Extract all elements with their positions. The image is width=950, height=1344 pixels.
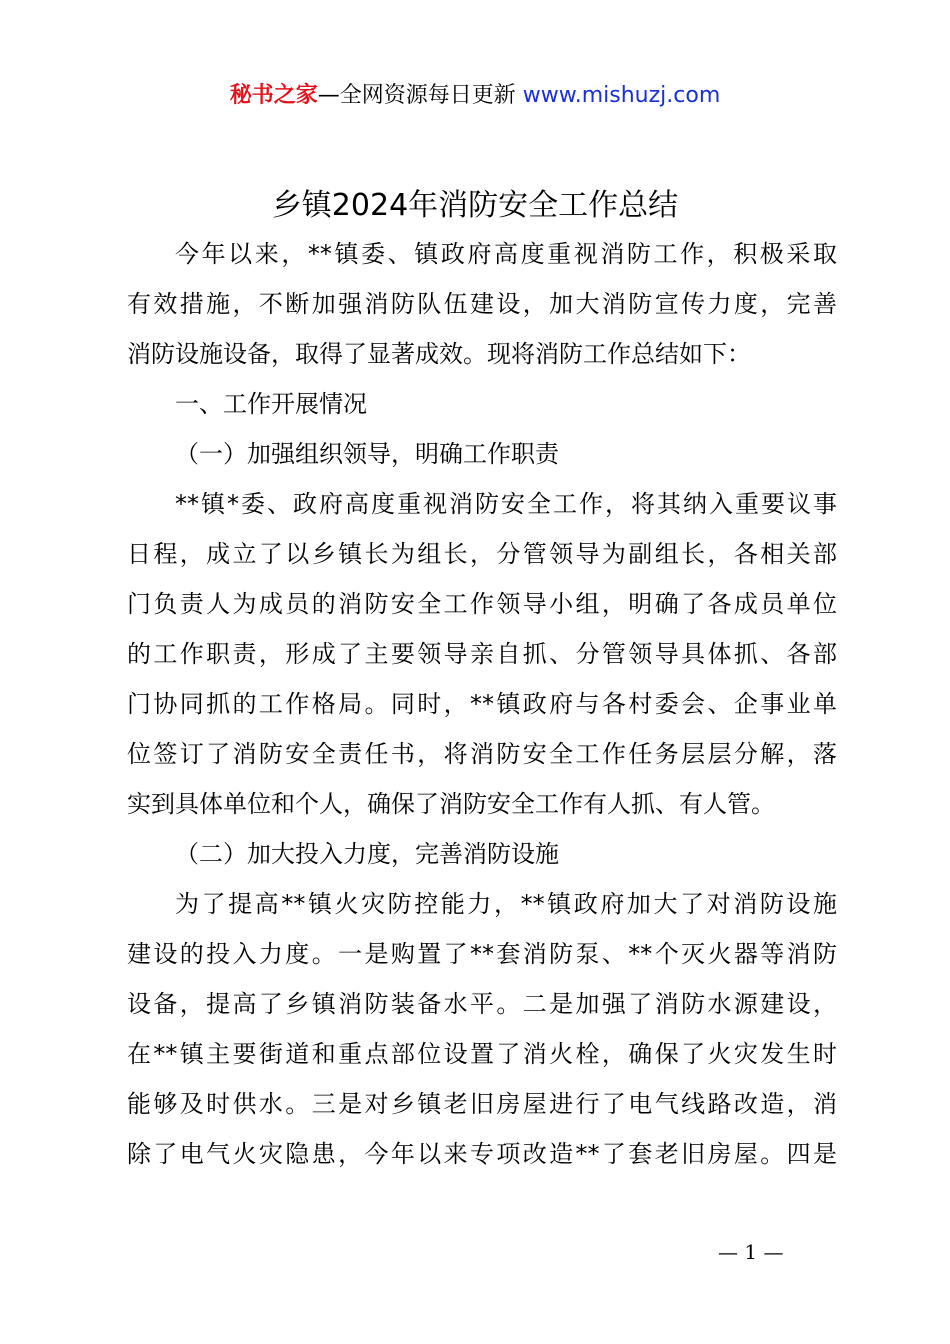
paragraph-line: 有效措施，不断加强消防队伍建设，加大消防宣传力度，完善 [127,290,837,318]
site-url-link[interactable]: www.mishuzj.com [522,83,721,108]
paragraph-line: 能够及时供水。三是对乡镇老旧房屋进行了电气线路改造，消 [127,1090,837,1118]
paragraph-line: 门协同抓的工作格局。同时，**镇政府与各村委会、企事业单 [127,690,837,718]
section-heading: 一、工作开展情况 [175,390,367,418]
paragraph-line: 门负责人为成员的消防安全工作领导小组，明确了各成员单位 [127,590,837,618]
document-body [127,229,837,1179]
paragraph-line: 除了电气火灾隐患，今年以来专项改造**了套老旧房屋。四是 [127,1140,837,1168]
paragraph-line: 实到具体单位和个人，确保了消防安全工作有人抓、有人管。 [127,790,775,818]
document-title: 乡镇2024年消防安全工作总结 [271,188,679,223]
paragraph-line: 设备，提高了乡镇消防装备水平。二是加强了消防水源建设， [127,990,837,1018]
subsection-heading: （二）加大投入力度，完善消防设施 [175,840,559,868]
site-brand-name: 秘书之家 [229,83,318,108]
paragraph-line: 的工作职责，形成了主要领导亲自抓、分管领导具体抓、各部 [127,640,837,668]
paragraph-line: 在**镇主要街道和重点部位设置了消火栓，确保了火灾发生时 [127,1040,837,1068]
subsection-heading: （一）加强组织领导，明确工作职责 [175,440,559,468]
paragraph-line: 日程，成立了以乡镇长为组长，分管领导为副组长，各相关部 [127,540,837,568]
paragraph-line: 今年以来，**镇委、镇政府高度重视消防工作，积极采取 [175,240,837,268]
paragraph-line: **镇*委、政府高度重视消防安全工作，将其纳入重要议事 [175,490,837,518]
paragraph-line: 为了提高**镇火灾防控能力，**镇政府加大了对消防设施 [175,890,837,918]
paragraph-line: 消防设施设备，取得了显著成效。现将消防工作总结如下： [127,340,751,368]
paragraph-line: 建设的投入力度。一是购置了**套消防泵、**个灭火器等消防 [127,940,837,968]
site-header-banner [0,80,950,112]
page-number: — 1 — [718,1240,784,1264]
paragraph-line: 位签订了消防安全责任书，将消防安全工作任务层层分解，落 [127,740,837,768]
site-tagline: —全网资源每日更新 [317,83,516,108]
